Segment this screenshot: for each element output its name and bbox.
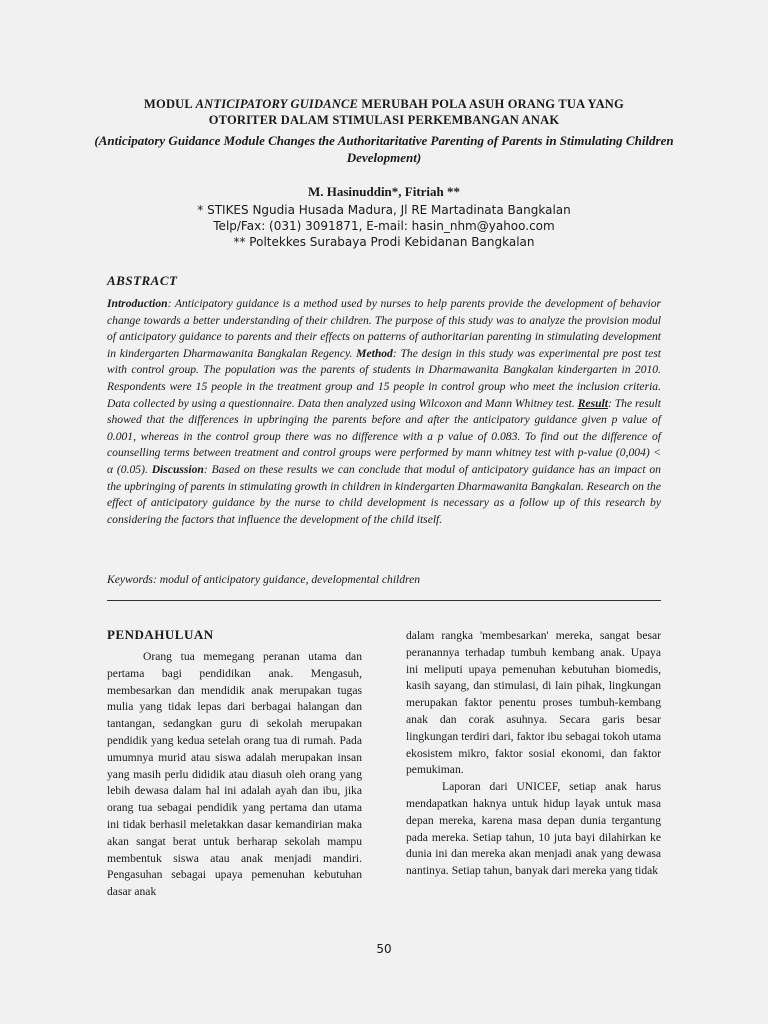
intro-paragraph-continued: dalam rangka 'membesarkan' mereka, sangat besar peranannya terhadap tumbuh kembang anak. Upaya ini meliputi upaya pemenuhan kebutuhan biomedis, kasih sayang, dan stimulasi, di lain pihak, lingkungan merupakan faktor penentu proses tumbuh-kembang anak dan corak asuhnya. Secara garis besar lingkungan terdiri dari, faktor ibu sebagai tokoh utama ekosistem mikro, faktor sosial ekonomi, dan faktor pemukiman. <box>406 629 661 777</box>
english-title <box>80 132 688 166</box>
abstract-body <box>107 296 661 528</box>
subtitle-close-paren: ) <box>416 150 422 165</box>
discussion-text: : Based on these results we can conclude that modul of anticipatory guidance has an impact on the upbringing of parents in stimulating growth in children in kindergarten Dharmawanita Bangkalan. Research on the effect of anticipatory guidance by the nurse to child development is necessary as a follow up of this research by considering the factors that influence the development of the child itself. <box>107 462 661 526</box>
paper-title <box>60 96 708 128</box>
affiliation-1: * STIKES Ngudia Husada Madura, Jl RE Martadinata Bangkalan <box>197 203 571 217</box>
keywords: Keywords: modul of anticipatory guidance, developmental children <box>107 573 421 586</box>
title-line-2: OTORITER DALAM STIMULASI PERKEMBANGAN ANAK <box>208 113 560 127</box>
right-column <box>406 628 661 880</box>
result-label: Result <box>577 396 608 410</box>
subtitle-text: Anticipatory Guidance Module Changes the Authoritaritative Parenting of Parents in Stimulating Children Development <box>98 133 674 165</box>
affiliations <box>60 202 708 250</box>
section-divider <box>107 600 661 601</box>
intro-label: Introduction <box>107 297 168 310</box>
section-heading: PENDAHULUAN <box>107 627 214 642</box>
contact-line: Telp/Fax: (031) 3091871, E-mail: hasin_nhm@yahoo.com <box>213 219 555 233</box>
left-column <box>107 627 362 901</box>
affiliation-2: ** Poltekkes Surabaya Prodi Kebidanan Bangkalan <box>233 235 535 249</box>
subtitle-open-paren: ( <box>94 133 99 148</box>
title-italic-term: ANTICIPATORY GUIDANCE <box>195 97 359 111</box>
page-number: 50 <box>376 942 392 956</box>
method-text: : The design in this study was experimental pre post test with control group. The population was the parents of students in Dharmawanita Bangkalan kindergarten in 2010. Respondents were 15 people in the treatment group and 15 people in control group who meet the inclusion criteria. Data collected by using a questionnaire. Data then analyzed using Wilcoxon and Mann Whitney test. <box>107 346 662 410</box>
author-list: M. Hasinuddin*, Fitriah ** <box>307 184 461 199</box>
title-suffix: MERUBAH POLA ASUH ORANG TUA YANG <box>358 97 624 111</box>
discussion-label: Discussion <box>151 462 204 476</box>
intro-paragraph-1: Orang tua memegang peranan utama dan pertama bagi pendidikan anak. Mengasuh, membesarkan dan mendidik anak merupakan tugas mulia yang tidak lepas dari berbagai halangan dan tantangan, sedangkan guru di sekolah merupakan pendidik yang kedua setelah orang tua di rumah. Pada umumnya murid atau siswa adalah merupakan insan yang masih perlu dididik atau diasuh oleh orang yang lebih dewasa dalam hal ini adalah ayah dan ibu, jika orang tua sebagai pendidik yang pertama dan utama ini tidak berhasil meletakkan dasar kemandirian maka akan sangat berat untuk berharap sekolah mampu membentuk siswa atau anak menjadi mandiri. Pengasuhan sebagai upaya pemenuhan kebutuhan dasar anak <box>107 650 362 899</box>
method-label: Method <box>356 346 393 360</box>
title-line-1 <box>60 96 708 112</box>
abstract-heading: ABSTRACT <box>107 273 178 288</box>
intro-text: : Anticipatory guidance is a method used by nurses to help parents provide the development of behavior change towards a better understanding of their children. The purpose of this study was to analyze the provision modul of anticipatory guidance to parents and their effects on patterns of authoritarian parenting in stimulating development in kindergarten Dharmawanita Bangkalan Regency. <box>107 297 661 360</box>
result-text: : The result showed that the differences in upbringing the parents before and after the anticipatory guidance given p value of 0.001, whereas in the control group there was no difference with a p value of 0.083. To find out the difference of counselling terms between treatment and control groups were performed by mann whitney test with p-value (0,004) < α (0.05). <box>107 396 661 476</box>
intro-paragraph-2: Laporan dari UNICEF, setiap anak harus mendapatkan haknya untuk hidup layak untuk masa depan mereka, karena masa depan dunia tergantung pada mereka. Setiap tahun, 10 juta bayi dilahirkan ke dunia ini dan mereka akan menjadi anak yang dewasa nantinya. Setiap tahun, banyak dari mereka yang tidak <box>406 780 661 878</box>
title-prefix: MODUL <box>144 97 196 111</box>
